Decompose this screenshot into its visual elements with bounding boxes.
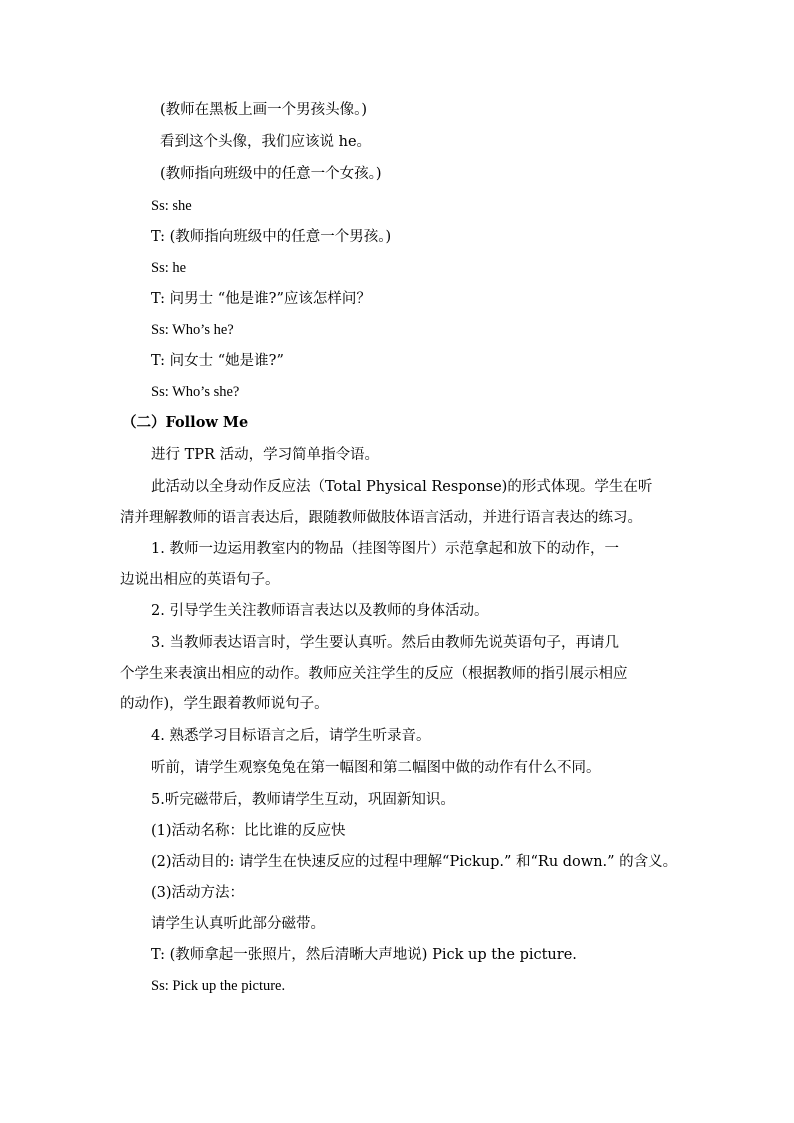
paragraph-line: T: (教师拿起一张照片，然后清晰大声地说) Pick up the picture. [151,947,577,963]
text-line: Ss: Who’s he? [151,322,234,338]
section-heading: （二）Follow Me [122,414,249,431]
text-line: (教师指向班级中的任意一个女孩。) [160,166,382,182]
paragraph-line: 3. 当教师表达语言时，学生要认真听。然后由教师先说英语句子，再请几 [151,635,619,651]
paragraph-line: 4. 熟悉学习目标语言之后，请学生听录音。 [151,728,431,744]
text-line: T: (教师指向班级中的任意一个男孩。) [151,229,392,245]
paragraph-line: Ss: Pick up the picture. [151,978,286,994]
text-line: Ss: he [151,260,187,276]
text-line: Ss: she [151,198,192,214]
paragraph-line: (2)活动目的: 请学生在快速反应的过程中理解“Pickup.” 和“Ru down.” 的含义。 [151,854,678,870]
text-line: 看到这个头像，我们应该说 he。 [160,134,372,150]
text-line: T: 问女士 “她是谁?” [151,353,284,369]
paragraph-line: 5.听完磁带后，教师请学生互动，巩固新知识。 [151,792,455,808]
paragraph-line: 个学生来表演出相应的动作。教师应关注学生的反应（根据教师的指引展示相应 [120,666,628,682]
paragraph-line: (3)活动方法： [151,885,245,901]
paragraph-line: 2. 引导学生关注教师语言表达以及教师的身体活动。 [151,603,489,619]
paragraph-line: 的动作)，学生跟着教师说句子。 [120,696,329,712]
paragraph-line: 1. 教师一边运用教室内的物品（挂图等图片）示范拿起和放下的动作，一 [151,541,619,557]
text-line: (教师在黑板上画一个男孩头像。) [160,102,368,118]
paragraph-line: 此活动以全身动作反应法（Total Physical Response)的形式体现。学生在听 [151,479,653,495]
text-line: Ss: Who’s she? [151,384,240,400]
paragraph-line: 清并理解教师的语言表达后，跟随教师做肢体语言活动，并进行语言表达的练习。 [120,510,642,526]
paragraph-line: (1)活动名称：比比谁的反应快 [151,823,346,839]
paragraph-line: 听前，请学生观察兔兔在第一幅图和第二幅图中做的动作有什么不同。 [151,760,601,776]
text-line: T: 问男士 “他是谁?”应该怎样问？ [151,291,371,307]
text-line: 进行 TPR 活动，学习简单指令语。 [151,447,380,463]
paragraph-line: 请学生认真听此部分磁带。 [151,916,325,932]
paragraph-line: 边说出相应的英语句子。 [120,572,280,588]
